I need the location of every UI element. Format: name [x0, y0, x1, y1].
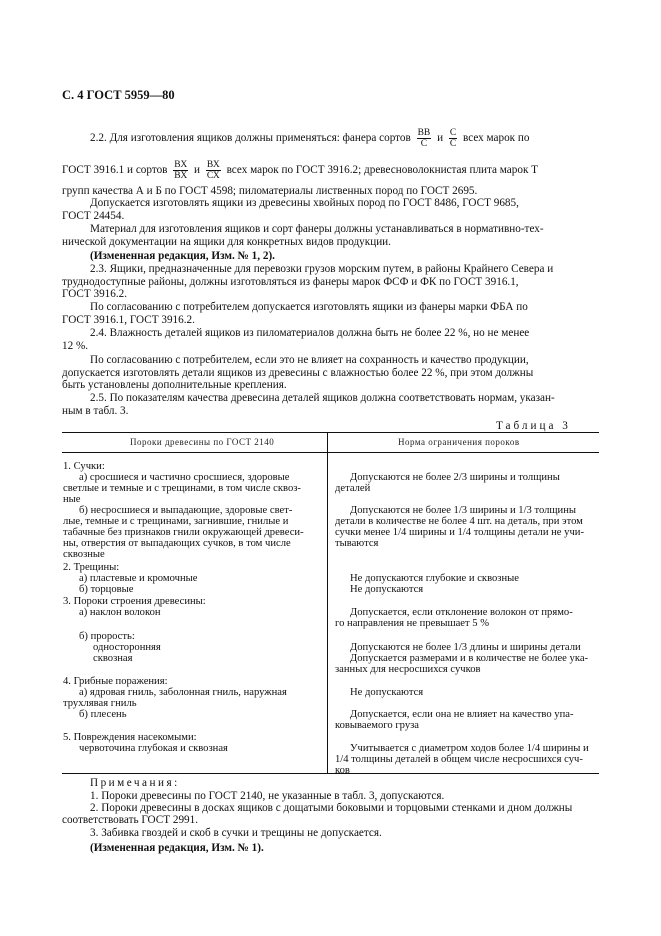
page-header: С. 4 ГОСТ 5959—80 — [62, 88, 175, 102]
table-header-line — [62, 452, 599, 453]
s25-2: ным в табл. 3. — [62, 405, 129, 417]
table-top-line — [62, 432, 599, 433]
norm-row: Допускаются не более 1/3 длины и ширины детали — [350, 642, 581, 653]
num: ВХ — [206, 160, 220, 170]
section-2-2-line-1 — [90, 128, 530, 149]
norm-row: Допускается, если она не влияет на качество упа- — [350, 709, 574, 720]
norm-row: ков — [335, 765, 350, 776]
norm-row: сучки менее 1/4 ширины и 1/4 толщины детали не учи- — [335, 527, 584, 538]
den: ВХ — [174, 171, 188, 181]
defect-row: а) пластевые и кромочные — [79, 573, 198, 584]
den: С — [449, 139, 457, 149]
defect-row: односторонняя — [93, 642, 161, 653]
revision-note-2: (Измененная редакция, Изм. № 1). — [90, 842, 264, 854]
p-fba-1: По согласованию с потребителем допускается изготовлять ящики из фанеры марки ФБА по — [90, 301, 528, 313]
defect-row: 1. Сучки: — [63, 461, 105, 472]
text: 2.2. Для изготовления ящиков должны применяться: фанера сортов — [90, 132, 411, 145]
defect-row: трухлявая гниль — [63, 698, 137, 709]
defect-row: б) торцовые — [79, 584, 134, 595]
p-conifer-2: ГОСТ 24454. — [62, 210, 125, 222]
p-moist-2: допускается изготовлять детали ящиков из древесины с влажностью более 22 %, при этом должны — [62, 367, 534, 379]
norm-row: 1/4 толщины деталей в общем числе несросшихся суч- — [335, 754, 583, 765]
defect-row: б) несросшиеся и выпадающие, здоровые свет- — [79, 505, 293, 516]
defect-row: червоточина глубокая и сквозная — [79, 743, 228, 754]
defect-row: светлые и темные и с трещинами, в том числе сквоз- — [63, 483, 301, 494]
num: С — [449, 128, 457, 138]
norm-row: Допускаются не более 2/3 ширины и толщины — [350, 472, 560, 483]
norm-row: тываются — [335, 538, 379, 549]
defect-row: а) ядровая гниль, заболонная гниль, наружная — [79, 687, 287, 698]
defect-row: б) прорость: — [79, 631, 135, 642]
p-material-2: нической документации на ящики для конкретных видов продукции. — [62, 236, 391, 248]
norm-row: Не допускаются глубокие и сквозные — [350, 573, 519, 584]
p-fba-2: ГОСТ 3916.1, ГОСТ 3916.2. — [62, 314, 195, 326]
notes-title: Примечания: — [90, 777, 180, 789]
revision-note-1: (Измененная редакция, Изм. № 1, 2). — [90, 250, 275, 262]
section-2-2-line-2 — [62, 160, 538, 181]
norm-row: ковываемого груза — [335, 720, 420, 731]
p-moist-1: По согласованию с потребителем, если это не влияет на сохранность и качество продукции, — [90, 354, 529, 366]
norm-row: занных для несросшихся сучков — [335, 664, 481, 675]
note-1: 1. Пороки древесины по ГОСТ 2140, не указанные в табл. 3, допускаются. — [90, 790, 445, 802]
defect-row: табачные без признаков гнили окружающей древеси- — [63, 527, 304, 538]
text: и — [437, 132, 444, 145]
fraction-c-c — [449, 128, 457, 149]
defect-row: лые, темные и с трещинами, загнившие, гнилые и — [63, 516, 289, 527]
s23-2: труднодоступные районы, должны изготовляться из фанеры марок ФСФ и ФК по ГОСТ 3916.1, — [62, 276, 519, 288]
defect-row: 5. Повреждения насекомыми: — [63, 732, 197, 743]
norm-row: Допускаются не более 1/3 ширины и 1/3 толщины — [350, 505, 577, 516]
section-2-2-line-3: групп качества А и Б по ГОСТ 4598; пиломатериалы лиственных пород по ГОСТ 2695. — [62, 185, 478, 197]
note-2: 2. Пороки древесины в досках ящиков с дощатыми боковыми и торцовыми стенками и дном должны — [90, 802, 573, 814]
table-col-divider — [327, 432, 328, 773]
norm-row: Допускается размерами и в количестве не более ука- — [350, 653, 589, 664]
fraction-bb-c — [417, 128, 432, 149]
s24-2: 12 %. — [62, 340, 89, 352]
s23-1: 2.3. Ящики, предназначенные для перевозки грузов морским путем, в районы Крайнего Севера и — [90, 263, 554, 275]
norm-row: Не допускаются — [350, 687, 424, 698]
norm-row: детали в количестве не более 4 шт. на деталь, при этом — [335, 516, 583, 527]
defect-row: сквозная — [93, 653, 133, 664]
text: ГОСТ 3916.1 и сортов — [62, 164, 168, 177]
defect-row: ны, отверстия от выпадающих сучков, в том числе — [63, 538, 291, 549]
p-conifer-1: Допускается изготовлять ящики из древесины хвойных пород по ГОСТ 8486, ГОСТ 9685, — [90, 197, 519, 209]
norm-row: Не допускаются — [350, 584, 424, 595]
den: СХ — [206, 171, 220, 181]
table-col1-header: Пороки древесины по ГОСТ 2140 — [130, 437, 275, 447]
p-moist-3: быть установлены дополнительные крепления. — [62, 379, 287, 391]
norm-row: деталей — [335, 483, 371, 494]
table-bottom-line — [62, 773, 599, 774]
table-caption: Таблица 3 — [496, 420, 571, 432]
defect-row: 3. Пороки строения древесины: — [63, 596, 206, 607]
den: С — [420, 139, 428, 149]
defect-row: сквозные — [63, 549, 105, 560]
defect-row: а) сросшиеся и частично сросшиеся, здоровые — [79, 472, 290, 483]
defect-row: а) наклон волокон — [79, 607, 161, 618]
s23-3: ГОСТ 3916.2. — [62, 288, 128, 300]
defect-row: 4. Грибные поражения: — [63, 676, 168, 687]
defect-row: б) плесень — [79, 709, 127, 720]
table-col2-header: Норма ограничения пороков — [398, 437, 520, 447]
fraction-bx-bx — [173, 160, 188, 181]
s24-1: 2.4. Влажность деталей ящиков из пиломатериалов должна быть не более 22 %, но не менее — [90, 327, 530, 339]
norm-row: Допускается, если отклонение волокон от прямо- — [350, 607, 573, 618]
defect-row: ные — [63, 494, 81, 505]
num: ВХ — [174, 160, 188, 170]
num: ВВ — [417, 128, 431, 138]
fraction-bx-cx — [206, 160, 221, 181]
norm-row: Учитывается с диаметром ходов более 1/4 ширины и — [350, 743, 589, 754]
s25-1: 2.5. По показателям качества древесина деталей ящиков должна соответствовать нормам, указан- — [90, 392, 555, 404]
note-3: 3. Забивка гвоздей и скоб в сучки и трещины не допускается. — [90, 827, 382, 839]
text: всех марок по — [463, 132, 530, 145]
defect-row: 2. Трещины: — [63, 562, 120, 573]
text: и — [194, 164, 201, 177]
p-material-1: Материал для изготовления ящиков и сорт фанеры должны устанавливаться в нормативно-тех- — [90, 223, 544, 235]
text: всех марок по ГОСТ 3916.2; древесноволокнистая плита марок Т — [226, 164, 539, 177]
note-2-cont: соответствовать ГОСТ 2991. — [62, 814, 199, 826]
norm-row: го направления не превышает 5 % — [335, 618, 490, 629]
